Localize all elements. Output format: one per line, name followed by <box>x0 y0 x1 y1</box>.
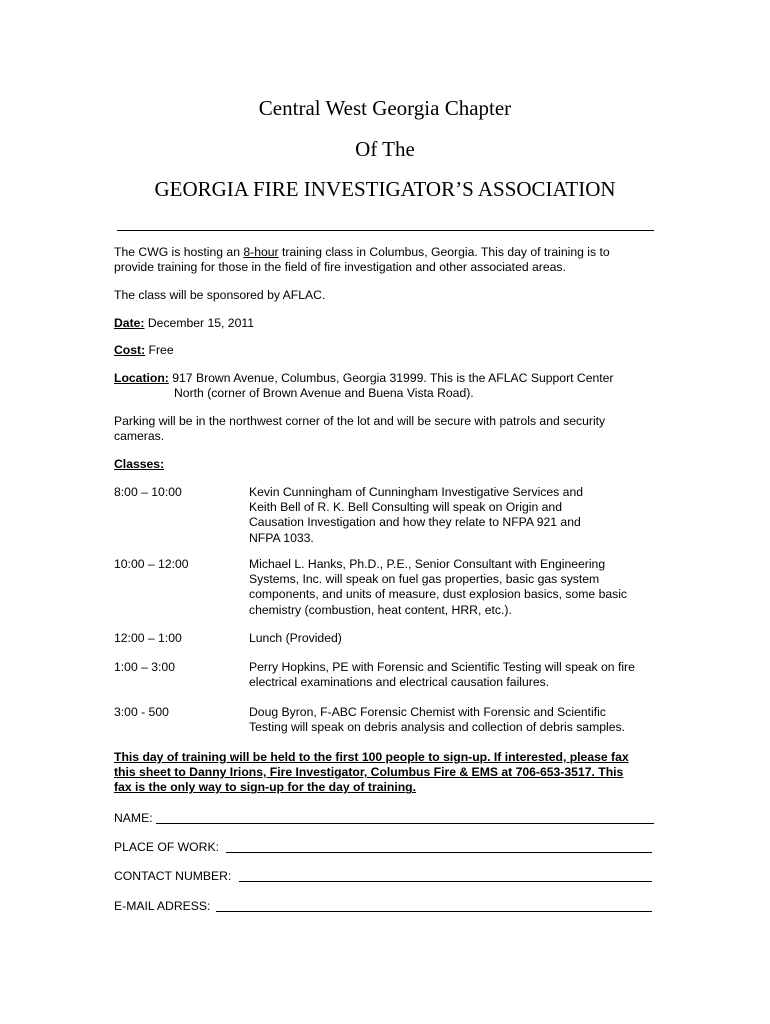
email-address-input-line[interactable] <box>216 911 652 912</box>
cost-value: Free <box>145 343 174 357</box>
class-desc-line: components, and units of measure, dust explosion basics, some basic <box>249 587 628 602</box>
classes-heading: Classes: <box>114 457 165 471</box>
parking-paragraph <box>114 414 659 444</box>
class-time: 1:00 – 3:00 <box>114 660 175 674</box>
class-time: 8:00 – 10:00 <box>114 485 182 499</box>
date-line <box>114 316 659 331</box>
notice-line-3: fax is the only way to sign-up for the day of training. <box>114 780 417 795</box>
header-divider <box>117 230 654 231</box>
location-block <box>114 371 659 401</box>
class-desc-line: Lunch (Provided) <box>249 631 342 645</box>
class-description <box>249 485 669 546</box>
name-input-line[interactable] <box>156 823 654 824</box>
class-desc-line: Kevin Cunningham of Cunningham Investigative Services and <box>249 485 583 499</box>
contact-number-input-line[interactable] <box>239 881 652 882</box>
name-label: NAME: <box>114 811 153 825</box>
class-time: 3:00 - 500 <box>114 705 169 719</box>
place-of-work-label: PLACE OF WORK: <box>114 840 219 854</box>
cost-label: Cost: <box>114 343 146 357</box>
date-label: Date: <box>114 316 145 330</box>
class-desc-line: chemistry (combustion, heat content, HRR, etc.). <box>249 602 512 617</box>
class-desc-line: Michael L. Hanks, Ph.D., P.E., Senior Consultant with Engineering <box>249 557 606 571</box>
class-desc-line: electrical examinations and electrical causation failures. <box>249 675 550 690</box>
class-description <box>249 705 669 735</box>
location-label: Location: <box>114 371 169 385</box>
cost-line <box>114 343 659 358</box>
class-description <box>249 631 669 646</box>
class-desc-line: Doug Byron, F-ABC Forensic Chemist with Forensic and Scientific <box>249 705 606 719</box>
intro-hours: 8-hour <box>243 245 279 259</box>
date-value: December 15, 2011 <box>144 316 255 330</box>
class-desc-line: Testing will speak on debris analysis and collection of debris samples. <box>249 720 625 735</box>
class-time: 10:00 – 12:00 <box>114 557 189 571</box>
class-desc-line: Causation Investigation and how they relate to NFPA 921 and <box>249 515 581 530</box>
email-address-label: E-MAIL ADRESS: <box>114 899 211 913</box>
intro-paragraph <box>114 245 659 275</box>
notice-line-1: This day of training will be held to the first 100 people to sign-up. If interested, please fax <box>114 750 629 764</box>
chapter-title: Central West Georgia Chapter <box>258 96 512 120</box>
parking-line-1: Parking will be in the northwest corner of the lot and will be secure with patrols and security <box>114 414 606 428</box>
parking-line-2: cameras. <box>114 429 165 444</box>
sponsor-text: The class will be sponsored by AFLAC. <box>114 288 326 302</box>
intro-line-2: provide training for those in the field of fire investigation and other associated areas. <box>114 260 566 275</box>
signup-notice <box>114 750 659 796</box>
location-line-2: North (corner of Brown Avenue and Buena Vista Road). <box>174 386 474 401</box>
class-desc-line: NFPA 1033. <box>249 530 314 545</box>
contact-number-label: CONTACT NUMBER: <box>114 869 232 883</box>
class-desc-line: Keith Bell of R. K. Bell Consulting will speak on Origin and <box>249 500 562 515</box>
association-title: GEORGIA FIRE INVESTIGATOR’S ASSOCIATION <box>154 177 616 201</box>
title-of-the: Of The <box>355 137 415 161</box>
notice-line-2: this sheet to Danny Irions, Fire Investigator, Columbus Fire & EMS at 706-653-3517. This <box>114 765 624 780</box>
class-description <box>249 660 669 690</box>
location-line-1: 917 Brown Avenue, Columbus, Georgia 31999. This is the AFLAC Support Center <box>168 371 614 385</box>
class-time: 12:00 – 1:00 <box>114 631 182 645</box>
class-desc-line: Systems, Inc. will speak on fuel gas properties, basic gas system <box>249 572 600 587</box>
place-of-work-input-line[interactable] <box>226 852 652 853</box>
class-description <box>249 557 669 618</box>
intro-text-start: The CWG is hosting an <box>114 245 244 259</box>
intro-text-end: training class in Columbus, Georgia. This day of training is to <box>278 245 610 259</box>
class-desc-line: Perry Hopkins, PE with Forensic and Scientific Testing will speak on fire <box>249 660 635 674</box>
